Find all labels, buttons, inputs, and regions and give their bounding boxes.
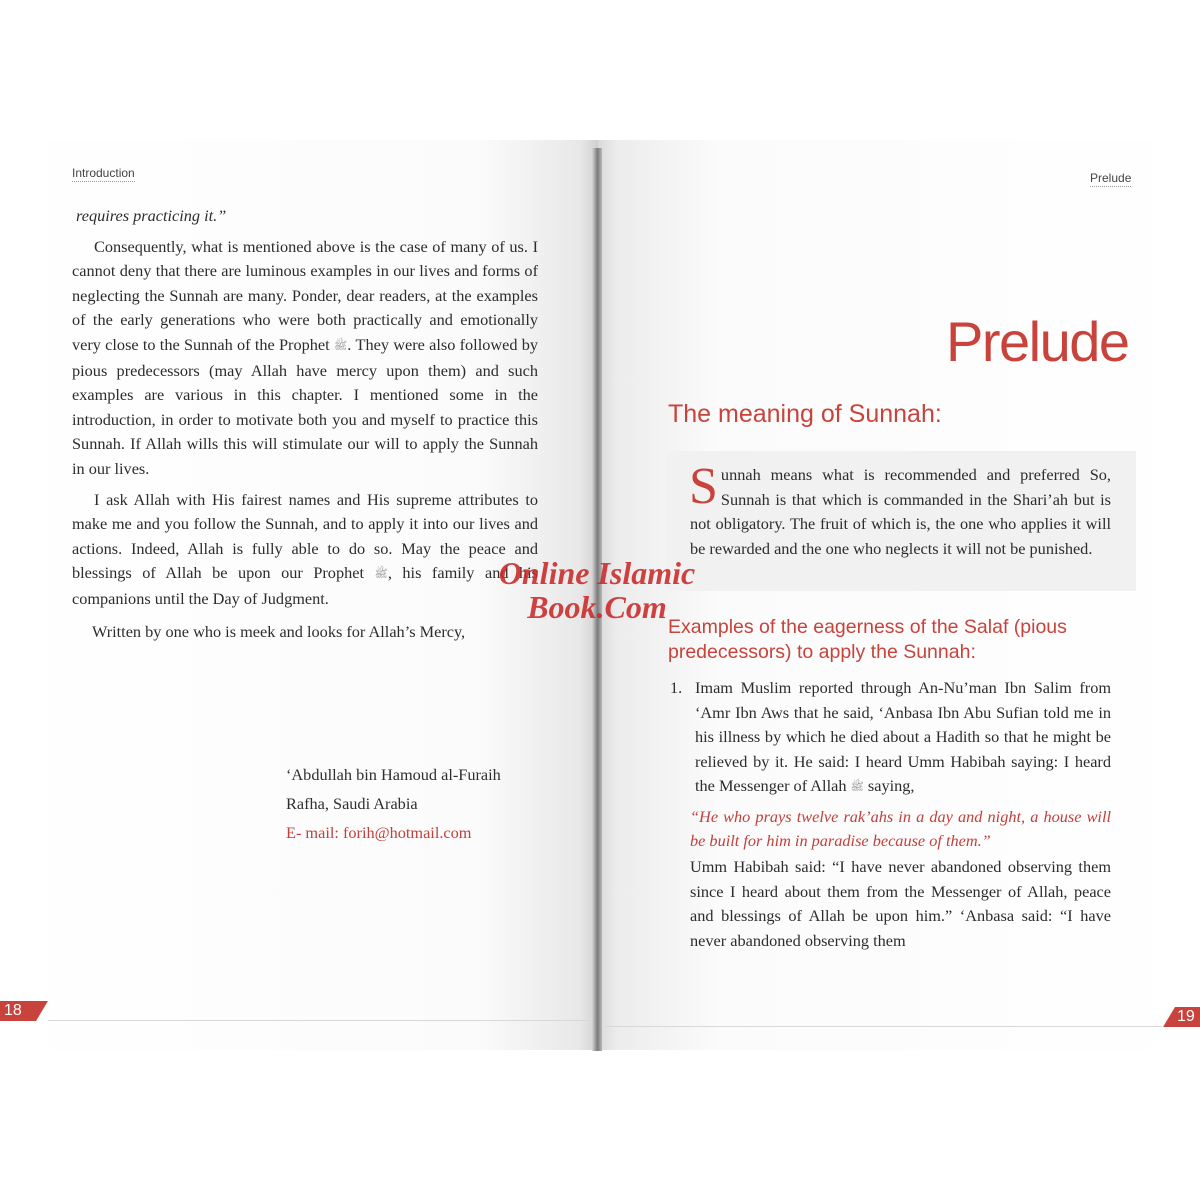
definition-text: Sunnah means what is recommended and preferred So, Sunnah is that which is commanded in the Shari’ah but is not obligatory. The fruit of which is, the one who applies it will be rewarded and the one who neglects it will not be punished. [689, 458, 1111, 558]
page-footer-rule-right [606, 1026, 1162, 1027]
page-number-right: 19 [1175, 1007, 1200, 1027]
list-item-continuation: Umm Habibah said: “I have never abandoned observing them since I heard about them from the Messenger of Allah, peace and blessings of Allah be upon him.” ‘Anbasa said: “I have never abandoned observing them [690, 856, 1111, 950]
author-location: Rafha, Saudi Arabia [286, 794, 418, 813]
watermark-line-1: Online Islamic [498, 555, 696, 591]
page-number-tab-right [1163, 1007, 1175, 1027]
page-number-left: 18 [0, 1001, 36, 1021]
page-number-tab-left [36, 1001, 48, 1021]
running-head-right: Prelude [1090, 171, 1132, 185]
paragraph-opening-quote: requires practicing it.” [76, 206, 227, 225]
drop-cap: S [689, 458, 718, 515]
hadith-quote: “He who prays twelve rak’ahs in a day and night, a house will be built for him in paradise because of them.” [690, 806, 1111, 850]
paragraph-supplication: I ask Allah with His fairest names and His supreme attributes to make me and you follow the Sunnah, and to apply it into our lives and actions. Indeed, Allah is fully able to do so. May the peace and blessings of Allah be upon our Prophet ﷺ, his family and his companions until the Day of Judgment. [72, 489, 538, 608]
chapter-title: Prelude [946, 310, 1129, 373]
running-head-left: Introduction [72, 166, 135, 180]
paragraph-consequently: Consequently, what is mentioned above is the case of many of us. I cannot deny that there are luminous examples in our lives and forms of neglecting the Sunnah are many. Ponder, dear readers, at the examples of the early generations who were both practically and emotionally very close to the Sunnah of the Prophet ﷺ. They were also followed by pious predecessors (may Allah have mercy upon them) and such examples are various in this chapter. I mentioned some in the introduction, in order to motivate both you and myself to practice this Sunnah. If Allah wills this will stimulate our will to apply the Sunnah in our lives. [72, 236, 539, 478]
author-name: ‘Abdullah bin Hamoud al-Furaih [286, 765, 501, 784]
pbuh-honorific-icon: ﷺ [374, 567, 388, 581]
left-body-text [72, 204, 538, 644]
list-item [670, 676, 1111, 800]
pbuh-honorific-icon: ﷺ [333, 338, 348, 352]
paragraph-written-by: Written by one who is meek and looks for Allah’s Mercy, [92, 621, 466, 641]
heading-salaf-examples: Examples of the eagerness of the Salaf (pious predecessors) to apply the Sunnah: [668, 616, 1067, 663]
right-body-text [670, 676, 1111, 953]
heading-meaning-of-sunnah: The meaning of Sunnah: [668, 400, 942, 428]
pbuh-honorific-icon: ﷺ [850, 780, 864, 794]
author-signature [286, 760, 501, 847]
list-item-text: Imam Muslim reported through An-Nu’man Ibn Salim from ‘Amr Ibn Aws that he said, ‘Anbasa Ibn Abu Sufian told me in his illness by which he died about a Hadith so that he might be relieved by it. He said: I heard Umm Habibah saying: I heard the Messenger of Allah ﷺ saying, [695, 678, 1111, 796]
book-gutter [592, 148, 602, 1051]
page-footer-rule-left [48, 1020, 593, 1021]
watermark-line-2: Book.Com [527, 589, 667, 625]
author-email: E- mail: forih@hotmail.com [286, 823, 472, 842]
list-item-number: 1. [670, 678, 683, 697]
